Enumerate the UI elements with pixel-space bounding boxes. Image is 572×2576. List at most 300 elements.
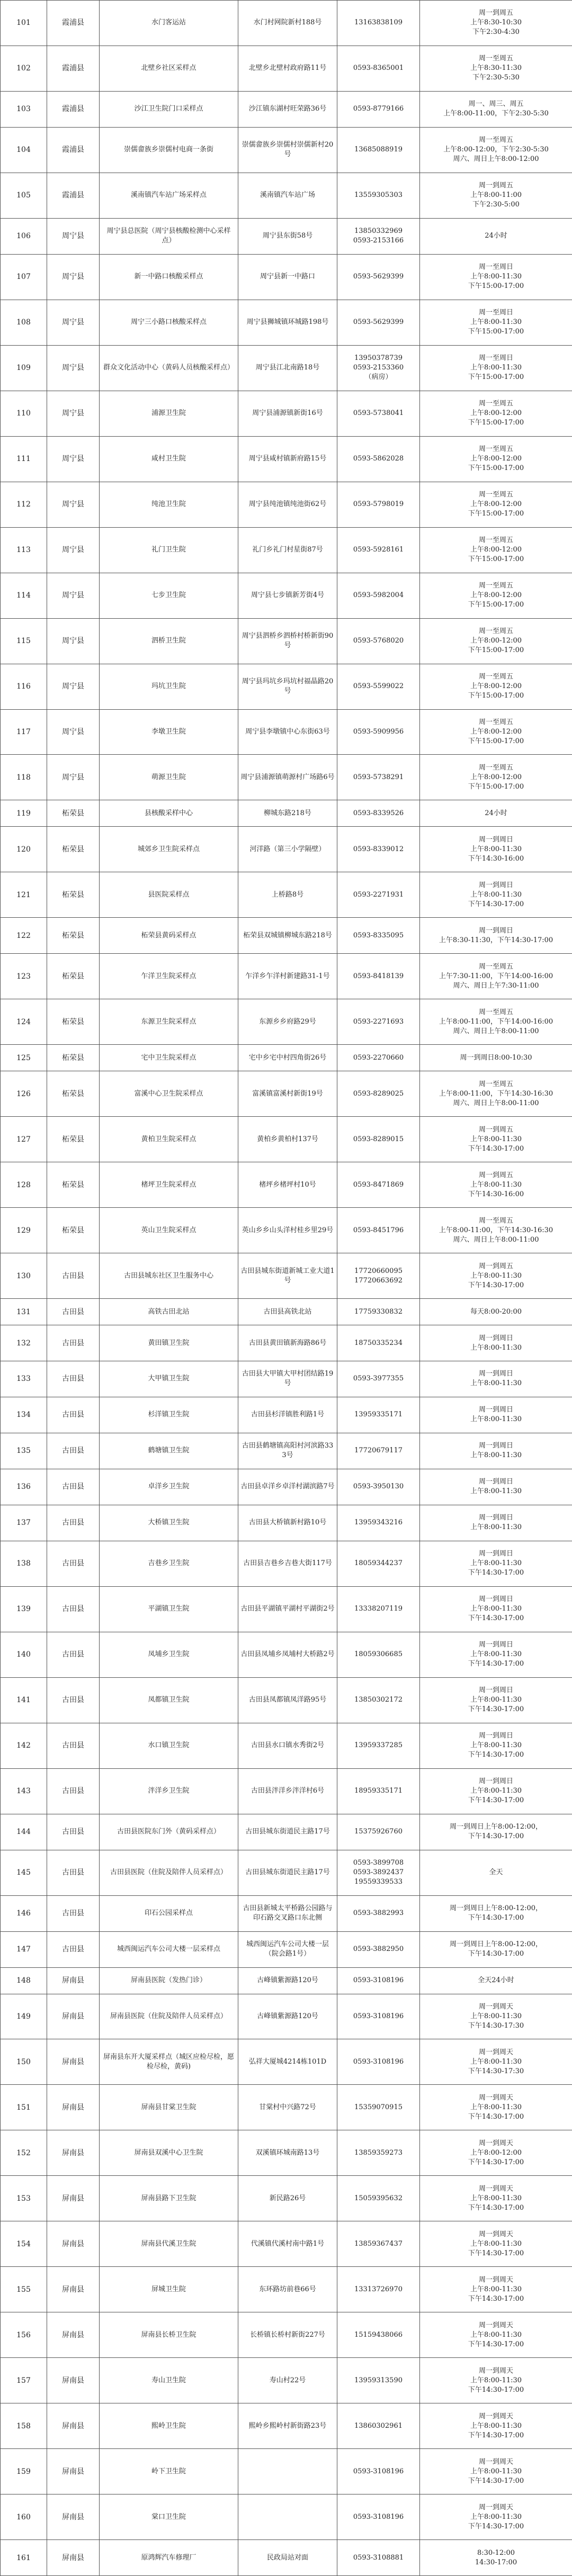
phone-cell: 15375926760	[337, 1814, 420, 1850]
site-name-cell: 黄柏卫生院采样点	[100, 1117, 238, 1162]
row-number: 109	[1, 345, 47, 391]
row-number: 159	[1, 2449, 47, 2494]
service-hours-cell: 周一至周五 上午8:00-11:00，下午14:30-16:30 周六、周日上午8:00-11:00	[420, 1071, 572, 1117]
phone-cell: 13850332969 0593-2153166	[337, 218, 420, 254]
row-number: 128	[1, 1162, 47, 1208]
service-hours-cell: 周一到周日 上午8:00-11:30	[420, 1397, 572, 1433]
site-name-cell: 玛坑卫生院	[100, 664, 238, 709]
site-name-cell: 崇儒畲族乡崇儒村电商一条街	[100, 127, 238, 173]
row-number: 105	[1, 173, 47, 218]
address-cell: 古田县城东街道新城工业大道1号	[238, 1253, 337, 1299]
service-hours-cell: 周一到周五 上午8:00-11:30 下午14:30-17:00	[420, 1117, 572, 1162]
phone-cell: 13850302172	[337, 1677, 420, 1723]
table-row	[1, 2403, 572, 2449]
site-name-cell: 宅中卫生院采样点	[100, 1045, 238, 1071]
county-cell: 周宁县	[47, 618, 100, 664]
address-cell: 民政局站对面	[238, 2540, 337, 2576]
county-cell: 古田县	[47, 1677, 100, 1723]
service-hours-cell: 周一到周日 上午8:00-11:30	[420, 1433, 572, 1469]
site-name-cell: 县核酸采样中心	[100, 800, 238, 827]
site-name-cell: 黄田镇卫生院	[100, 1325, 238, 1361]
service-hours-cell: 周一、周三、周五 上午8:00-11:00，下午2:30-5:30	[420, 91, 572, 127]
address-cell: 周宁县新一中路口	[238, 254, 337, 300]
service-hours-cell: 周一到周五 上午8:00-11:30 下午14:30-16:00	[420, 1162, 572, 1208]
table-row	[1, 391, 572, 436]
service-hours-cell: 周一至周五 上午7:30-11:00，下午14:00-16:00 周六、周日上午7:30-11:00	[420, 954, 572, 999]
table-row	[1, 2130, 572, 2176]
service-hours-cell: 24小时	[420, 218, 572, 254]
address-cell: 楮坪乡楮坪村10号	[238, 1162, 337, 1208]
address-cell: 古田县凤都镇凤洋路95号	[238, 1677, 337, 1723]
row-number: 135	[1, 1433, 47, 1469]
row-number: 113	[1, 527, 47, 573]
site-name-cell: 乍洋卫生院采样点	[100, 954, 238, 999]
site-name-cell: 周宁县总医院（周宁县核酸检测中心采样点）	[100, 218, 238, 254]
service-hours-cell: 周一到周天 上午8:00-11:30 下午14:30-17:00	[420, 2267, 572, 2312]
county-cell: 古田县	[47, 1723, 100, 1768]
site-name-cell: 高铁古田北站	[100, 1299, 238, 1325]
service-hours-cell: 周一到周日上午8:00-12:00， 下午14:30-17:00	[420, 1931, 572, 1967]
address-cell: 古田县城东街道民主路17号	[238, 1850, 337, 1895]
phone-cell: 18059306685	[337, 1632, 420, 1677]
service-hours-cell: 周一到周天 上午8:00-11:30 下午14:30-17:00	[420, 2221, 572, 2267]
county-cell: 周宁县	[47, 300, 100, 345]
phone-cell: 0593-5738041	[337, 391, 420, 436]
row-number: 132	[1, 1325, 47, 1361]
table-row	[1, 1469, 572, 1505]
table-row	[1, 872, 572, 918]
service-hours-cell: 周一到周日上午8:00-12:00， 下午14:30-17:00	[420, 1895, 572, 1931]
table-row	[1, 46, 572, 91]
site-name-cell: 浦源卫生院	[100, 391, 238, 436]
row-number: 103	[1, 91, 47, 127]
address-cell: 古田县黄田镇新海路86号	[238, 1325, 337, 1361]
county-cell: 周宁县	[47, 391, 100, 436]
row-number: 141	[1, 1677, 47, 1723]
site-name-cell: 鹤塘镇卫生院	[100, 1433, 238, 1469]
site-name-cell: 群众文化活动中心（黄码人员核酸采样点）	[100, 345, 238, 391]
site-name-cell: 溪南镇汽车站广场采样点	[100, 173, 238, 218]
row-number: 145	[1, 1850, 47, 1895]
address-cell	[238, 2494, 337, 2540]
address-cell: 周宁县泗桥乡泗桥村桥新街90号	[238, 618, 337, 664]
table-row	[1, 664, 572, 709]
address-cell: 古田县大桥镇新村路10号	[238, 1505, 337, 1541]
phone-cell: 0593-3899708 0593-3892437 19559339533	[337, 1850, 420, 1895]
row-number: 111	[1, 436, 47, 482]
phone-cell: 0593-2270660	[337, 1045, 420, 1071]
phone-cell: 17720679117	[337, 1433, 420, 1469]
site-name-cell: 李墩卫生院	[100, 709, 238, 755]
service-hours-cell: 周一到周五 上午8:00-11:30 下午14:30-17:00	[420, 1253, 572, 1299]
county-cell: 屏南县	[47, 2130, 100, 2176]
county-cell: 屏南县	[47, 1967, 100, 1994]
phone-cell: 0593-2271931	[337, 872, 420, 918]
phone-cell: 0593-8779166	[337, 91, 420, 127]
phone-cell: 13685088919	[337, 127, 420, 173]
phone-cell: 17759330832	[337, 1299, 420, 1325]
row-number: 151	[1, 2085, 47, 2130]
row-number: 122	[1, 918, 47, 954]
table-row	[1, 1253, 572, 1299]
address-cell: 河洋路（第三小学隔壁）	[238, 827, 337, 872]
service-hours-cell: 全天	[420, 1850, 572, 1895]
county-cell: 屏南县	[47, 2449, 100, 2494]
phone-cell: 17720660095 17720663692	[337, 1253, 420, 1299]
row-number: 130	[1, 1253, 47, 1299]
site-name-cell: 屏南县双溪中心卫生院	[100, 2130, 238, 2176]
county-cell: 古田县	[47, 1895, 100, 1931]
phone-cell: 13313726970	[337, 2267, 420, 2312]
table-row	[1, 1397, 572, 1433]
site-name-cell: 棠口卫生院	[100, 2494, 238, 2540]
county-cell: 古田县	[47, 1931, 100, 1967]
phone-cell: 0593-8418139	[337, 954, 420, 999]
site-name-cell: 泮洋乡卫生院	[100, 1768, 238, 1814]
phone-cell: 0593-3882950	[337, 1931, 420, 1967]
service-hours-cell: 周一至周五 上午8:00-12:00 下午15:00-17:00	[420, 527, 572, 573]
address-cell: 古田县鹤塘镇高阳村河滨路333号	[238, 1433, 337, 1469]
row-number: 101	[1, 1, 47, 46]
row-number: 112	[1, 482, 47, 527]
row-number: 148	[1, 1967, 47, 1994]
address-cell: 北壁乡北壁村政府路11号	[238, 46, 337, 91]
service-hours-cell: 周一至周五 上午8:00-12:00 下午15:00-17:00	[420, 391, 572, 436]
table-row	[1, 800, 572, 827]
site-name-cell: 屏南县甘棠卫生院	[100, 2085, 238, 2130]
service-hours-cell: 周一至周五 上午8:00-12:00 下午15:00-17:00	[420, 618, 572, 664]
service-hours-cell: 周一至周五 上午8:00-12:00 下午15:00-17:00	[420, 573, 572, 618]
row-number: 110	[1, 391, 47, 436]
service-hours-cell: 周一至周五 上午8:00-12:00 下午15:00-17:00	[420, 709, 572, 755]
phone-cell: 0593-8339012	[337, 827, 420, 872]
table-row	[1, 1814, 572, 1850]
row-number: 126	[1, 1071, 47, 1117]
phone-cell: 0593-8289025	[337, 1071, 420, 1117]
address-cell: 古峰镇紫源路120号	[238, 1967, 337, 1994]
table-row	[1, 1677, 572, 1723]
address-cell: 古田县吉巷乡吉巷大街117号	[238, 1541, 337, 1586]
table-row	[1, 1045, 572, 1071]
phone-cell: 13859367437	[337, 2221, 420, 2267]
site-name-cell: 屏南县东开大厦采样点（城区应检尽检，愿检尽检，黄码)	[100, 2039, 238, 2085]
county-cell: 周宁县	[47, 254, 100, 300]
county-cell: 柘荣县	[47, 1208, 100, 1253]
phone-cell: 0593-5629399	[337, 300, 420, 345]
phone-cell: 0593-3977355	[337, 1361, 420, 1397]
county-cell: 古田县	[47, 1505, 100, 1541]
county-cell: 柘荣县	[47, 1071, 100, 1117]
table-row	[1, 2085, 572, 2130]
phone-cell: 0593-3108196	[337, 1967, 420, 1994]
phone-cell: 0593-3108196	[337, 2449, 420, 2494]
site-name-cell: 咸村卫生院	[100, 436, 238, 482]
site-name-cell: 柘荣县黄码采样点	[100, 918, 238, 954]
county-cell: 霞浦县	[47, 46, 100, 91]
table-row	[1, 618, 572, 664]
table-row	[1, 2540, 572, 2576]
service-hours-cell: 周一到周日上午8:00-12:00， 下午14:30-17:00	[420, 1814, 572, 1850]
table-row	[1, 482, 572, 527]
row-number: 108	[1, 300, 47, 345]
address-cell: 古峰镇紫源路120号	[238, 1994, 337, 2039]
site-name-cell: 屏南县长桥卫生院	[100, 2312, 238, 2358]
county-cell: 古田县	[47, 1253, 100, 1299]
service-hours-cell: 周一到周日 上午8:00-11:30	[420, 1361, 572, 1397]
county-cell: 霞浦县	[47, 91, 100, 127]
row-number: 142	[1, 1723, 47, 1768]
phone-cell: 13959313590	[337, 2358, 420, 2403]
site-name-cell: 平湖镇卫生院	[100, 1586, 238, 1632]
address-cell: 新民路26号	[238, 2176, 337, 2221]
county-cell: 柘荣县	[47, 1117, 100, 1162]
county-cell: 古田县	[47, 1768, 100, 1814]
site-name-cell: 新一中路口核酸采样点	[100, 254, 238, 300]
table-row	[1, 2494, 572, 2540]
county-cell: 柘荣县	[47, 872, 100, 918]
row-number: 139	[1, 1586, 47, 1632]
service-hours-cell: 全天24小时	[420, 1967, 572, 1994]
address-cell: 周宁县咸村镇新府路15号	[238, 436, 337, 482]
table-row	[1, 2312, 572, 2358]
row-number: 119	[1, 800, 47, 827]
phone-cell: 13163838109	[337, 1, 420, 46]
table-row	[1, 2039, 572, 2085]
table-row	[1, 254, 572, 300]
service-hours-cell: 周一到周日 上午8:00-11:30	[420, 1325, 572, 1361]
site-name-cell: 沙江卫生院门口采样点	[100, 91, 238, 127]
table-row	[1, 300, 572, 345]
address-cell: 古田县卓洋乡卓洋村湖滨路7号	[238, 1469, 337, 1505]
county-cell: 古田县	[47, 1541, 100, 1586]
service-hours-cell: 周一到周日 上午8:00-11:30	[420, 1469, 572, 1505]
county-cell: 古田县	[47, 1299, 100, 1325]
county-cell: 周宁县	[47, 482, 100, 527]
address-cell: 古田县水口镇水秀街2号	[238, 1723, 337, 1768]
table-row	[1, 1931, 572, 1967]
phone-cell: 0593-5768020	[337, 618, 420, 664]
service-hours-cell: 周一到周日 上午8:00-11:30 下午14:30-16:00	[420, 827, 572, 872]
county-cell: 屏南县	[47, 1994, 100, 2039]
phone-cell: 0593-5798019	[337, 482, 420, 527]
county-cell: 周宁县	[47, 709, 100, 755]
phone-cell: 0593-5862028	[337, 436, 420, 482]
service-hours-cell: 周一至周五 上午8:00-12:00 下午15:00-17:00	[420, 482, 572, 527]
service-hours-cell: 周一到周天 上午8:00-11:30 下午14:30-17:30	[420, 1994, 572, 2039]
county-cell: 屏南县	[47, 2085, 100, 2130]
county-cell: 屏南县	[47, 2267, 100, 2312]
phone-cell: 0593-8471869	[337, 1162, 420, 1208]
service-hours-cell: 周一到周天 上午8:00-11:30 下午14:30-17:00	[420, 2358, 572, 2403]
row-number: 125	[1, 1045, 47, 1071]
row-number: 131	[1, 1299, 47, 1325]
service-hours-cell: 24小时	[420, 800, 572, 827]
site-name-cell: 大桥镇卫生院	[100, 1505, 238, 1541]
site-name-cell: 吉巷乡卫生院	[100, 1541, 238, 1586]
site-name-cell: 屏南县医院（发热门诊）	[100, 1967, 238, 1994]
county-cell: 柘荣县	[47, 1162, 100, 1208]
service-hours-cell: 周一到周日 上午8:00-11:30	[420, 1505, 572, 1541]
county-cell: 屏南县	[47, 2039, 100, 2085]
site-name-cell: 楮坪卫生院采样点	[100, 1162, 238, 1208]
table-row	[1, 709, 572, 755]
table-row	[1, 2221, 572, 2267]
service-hours-cell: 周一到周五 上午8:30-10:30 下午2:30-4:30	[420, 1, 572, 46]
site-name-cell: 原鸿辉汽车修理厂	[100, 2540, 238, 2576]
address-cell: 沙江镇东湖村旺荣路36号	[238, 91, 337, 127]
row-number: 123	[1, 954, 47, 999]
row-number: 118	[1, 755, 47, 800]
phone-cell: 0593-5629399	[337, 254, 420, 300]
site-name-cell: 屏南县路下卫生院	[100, 2176, 238, 2221]
service-hours-cell: 周一到周五 上午8:00-11:00 下午2:30-5:00	[420, 173, 572, 218]
service-hours-cell: 周一至周五 上午8:00-11:00，下午14:30-16:30 周六、周日上午8:00-11:00	[420, 1208, 572, 1253]
county-cell: 周宁县	[47, 436, 100, 482]
address-cell: 乍洋乡乍洋村新建路31-1号	[238, 954, 337, 999]
site-name-cell: 凤都镇卫生院	[100, 1677, 238, 1723]
service-hours-cell: 周一到周日 上午8:00-11:30 下午14:30-17:00	[420, 1586, 572, 1632]
phone-cell: 0593-3950130	[337, 1469, 420, 1505]
address-cell: 崇儒畲族乡崇儒村崇儒新村20号	[238, 127, 337, 173]
address-cell: 代溪镇代溪村南中路1号	[238, 2221, 337, 2267]
phone-cell: 13859359273	[337, 2130, 420, 2176]
table-row	[1, 954, 572, 999]
address-cell	[238, 2449, 337, 2494]
table-row	[1, 1967, 572, 1994]
table-row	[1, 2449, 572, 2494]
row-number: 121	[1, 872, 47, 918]
service-hours-cell: 周一到周日 上午8:00-11:30 下午14:30-17:00	[420, 1768, 572, 1814]
phone-cell: 15059395632	[337, 2176, 420, 2221]
table-row	[1, 1768, 572, 1814]
address-cell: 宅中乡宅中村四角街26号	[238, 1045, 337, 1071]
table-row	[1, 1117, 572, 1162]
county-cell: 霞浦县	[47, 173, 100, 218]
county-cell: 屏南县	[47, 2494, 100, 2540]
table-row	[1, 2176, 572, 2221]
phone-cell: 15159438066	[337, 2312, 420, 2358]
table-row	[1, 1505, 572, 1541]
table-row	[1, 1895, 572, 1931]
county-cell: 古田县	[47, 1325, 100, 1361]
service-hours-cell: 周一到周天 上午8:00-11:30 下午14:30-17:00	[420, 2312, 572, 2358]
table-body	[1, 1, 572, 2576]
row-number: 104	[1, 127, 47, 173]
address-cell: 周宁县浦源镇新街16号	[238, 391, 337, 436]
county-cell: 屏南县	[47, 2312, 100, 2358]
row-number: 134	[1, 1397, 47, 1433]
site-name-cell: 凤埔乡卫生院	[100, 1632, 238, 1677]
row-number: 144	[1, 1814, 47, 1850]
site-name-cell: 英山卫生院采样点	[100, 1208, 238, 1253]
phone-cell: 13959335171	[337, 1397, 420, 1433]
site-name-cell: 卓洋乡卫生院	[100, 1469, 238, 1505]
county-cell: 周宁县	[47, 218, 100, 254]
row-number: 102	[1, 46, 47, 91]
row-number: 127	[1, 1117, 47, 1162]
table-row	[1, 1632, 572, 1677]
site-name-cell: 古田县医院（住院及陪伴人员采样点）	[100, 1850, 238, 1895]
service-hours-cell: 周一到周天 上午8:00-11:30 下午14:30-17:00	[420, 2403, 572, 2449]
site-name-cell: 屏南县代溪卫生院	[100, 2221, 238, 2267]
service-hours-cell: 周一到周日 上午8:00-11:30 下午14:30-17:00	[420, 1723, 572, 1768]
county-cell: 柘荣县	[47, 827, 100, 872]
address-cell: 周宁县七步镇新芳街4号	[238, 573, 337, 618]
phone-cell: 0593-5599022	[337, 664, 420, 709]
phone-cell: 18059344237	[337, 1541, 420, 1586]
county-cell: 霞浦县	[47, 127, 100, 173]
site-name-cell: 古田县医院东门外（黄码采样点）	[100, 1814, 238, 1850]
county-cell: 周宁县	[47, 755, 100, 800]
row-number: 155	[1, 2267, 47, 2312]
service-hours-cell: 周一至周五 上午8:00-12:00 下午15:00-17:00	[420, 436, 572, 482]
address-cell: 周宁县狮城镇环城路198号	[238, 300, 337, 345]
table-row	[1, 1299, 572, 1325]
row-number: 138	[1, 1541, 47, 1586]
service-hours-cell: 周一到周天 上午8:00-12:00 下午14:30-17:00	[420, 2130, 572, 2176]
county-cell: 古田县	[47, 1361, 100, 1397]
service-hours-cell: 周一至周五 上午8:00-12:00，下午2:30-5:30 周六、周日上午8:00-12:00	[420, 127, 572, 173]
row-number: 158	[1, 2403, 47, 2449]
table-row	[1, 1208, 572, 1253]
address-cell: 周宁县浦源镇萌源村广场路6号	[238, 755, 337, 800]
site-name-cell: 富溪中心卫生院采样点	[100, 1071, 238, 1117]
site-name-cell: 东源卫生院采样点	[100, 999, 238, 1045]
phone-cell: 0593-5928161	[337, 527, 420, 573]
address-cell: 古田县大甲镇大甲村团结路19号	[238, 1361, 337, 1397]
phone-cell: 13559305303	[337, 173, 420, 218]
service-hours-cell: 周一至周五 上午8:00-12:00 下午15:00-17:00	[420, 664, 572, 709]
row-number: 146	[1, 1895, 47, 1931]
table-row	[1, 2267, 572, 2312]
phone-cell: 13338207119	[337, 1586, 420, 1632]
phone-cell: 0593-2271693	[337, 999, 420, 1045]
row-number: 160	[1, 2494, 47, 2540]
table-row	[1, 2358, 572, 2403]
phone-cell: 0593-3108196	[337, 2494, 420, 2540]
address-cell: 双溪镇环城南路13号	[238, 2130, 337, 2176]
row-number: 157	[1, 2358, 47, 2403]
service-hours-cell: 每天8:00-20:00	[420, 1299, 572, 1325]
service-hours-cell: 周一到周天 上午8:00-11:30 下午14:30-17:00	[420, 2176, 572, 2221]
address-cell: 古田县城东街道民主路17号	[238, 1814, 337, 1850]
row-number: 133	[1, 1361, 47, 1397]
phone-cell: 18750335234	[337, 1325, 420, 1361]
row-number: 124	[1, 999, 47, 1045]
row-number: 137	[1, 1505, 47, 1541]
row-number: 116	[1, 664, 47, 709]
table-row	[1, 218, 572, 254]
address-cell: 东源乡乡府路29号	[238, 999, 337, 1045]
table-row	[1, 1994, 572, 2039]
table-row	[1, 573, 572, 618]
phone-cell: 15359070915	[337, 2085, 420, 2130]
address-cell: 周宁县东街58号	[238, 218, 337, 254]
table-row	[1, 127, 572, 173]
service-hours-cell: 周一到周天 上午8:00-11:30 下午14:30-17:00	[420, 2085, 572, 2130]
address-cell: 古田县新城太平桥路公园路与印石路交叉路口东北侧	[238, 1895, 337, 1931]
service-hours-cell: 周一到周日 上午8:00-11:30 下午14:30-17:00	[420, 1677, 572, 1723]
table-row	[1, 1433, 572, 1469]
phone-cell: 0593-5738291	[337, 755, 420, 800]
row-number: 161	[1, 2540, 47, 2576]
county-cell: 古田县	[47, 1586, 100, 1632]
address-cell: 周宁县纯池镇纯池街62号	[238, 482, 337, 527]
table-row	[1, 345, 572, 391]
service-hours-cell: 8:30-12:00 14:30-17:00	[420, 2540, 572, 2576]
row-number: 129	[1, 1208, 47, 1253]
table-row	[1, 527, 572, 573]
